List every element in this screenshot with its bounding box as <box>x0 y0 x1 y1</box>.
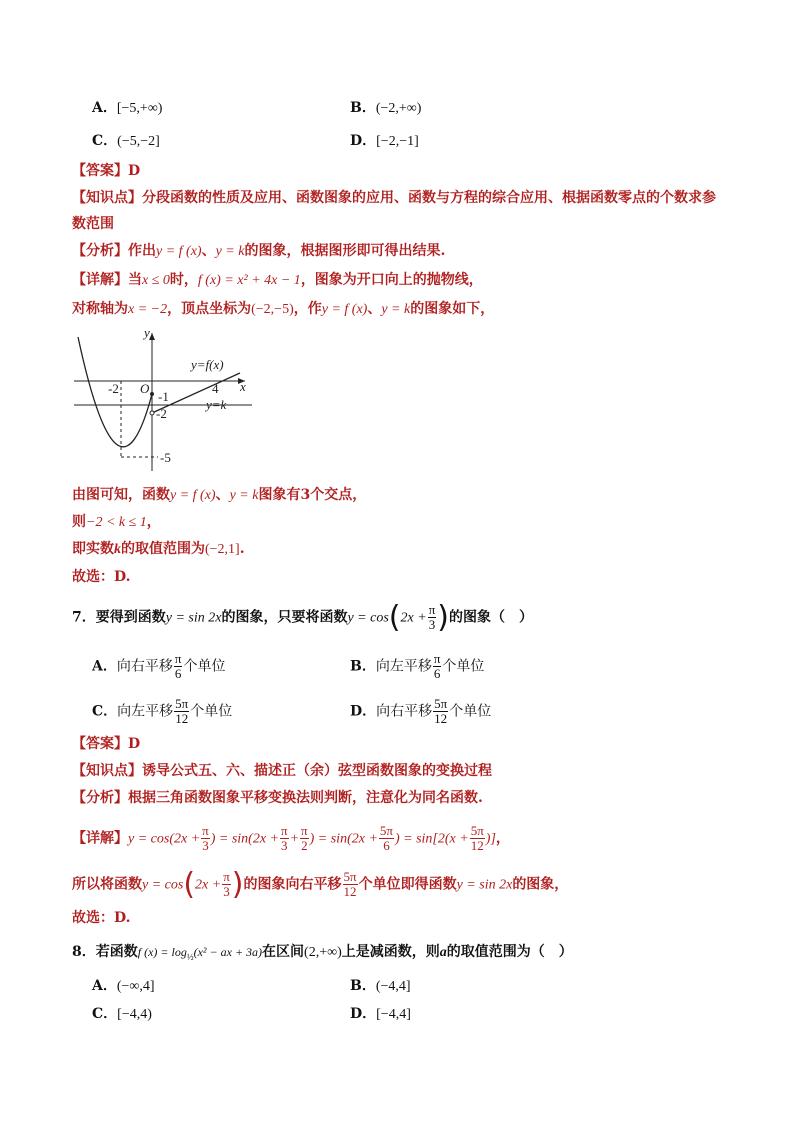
q6-conclusion-2 <box>72 512 161 533</box>
option-text: 向左平移 <box>375 658 432 675</box>
analysis-tag: 【分析】 <box>72 790 128 806</box>
detail-text: 个交点， <box>310 487 367 503</box>
q6-answer <box>72 161 140 181</box>
option-value: [−4,4) <box>117 1007 152 1022</box>
q8-option-a <box>92 976 155 997</box>
math-expr: y = cos(2x + <box>128 831 201 847</box>
count-value: 3 <box>300 487 311 503</box>
option-fraction: $\frac{5\pi}{12}$ <box>434 696 448 726</box>
q6-detail <box>72 270 483 291</box>
math-expr: f (x) = log <box>137 945 187 959</box>
analysis-tag: 【分析】 <box>72 243 128 259</box>
label-k: y=k <box>206 397 227 412</box>
math-expr: y = sin 2x <box>456 877 513 893</box>
math-expr: 2x + <box>400 610 427 626</box>
q7-option-c <box>92 697 232 726</box>
option-label: A． <box>92 658 117 675</box>
log-base: ½ <box>186 951 194 962</box>
math-expr: 2x + <box>195 877 222 893</box>
option-value: (−2,+∞) <box>375 101 422 116</box>
detail-text: ， <box>146 514 161 530</box>
option-value: [−5,+∞) <box>116 101 163 116</box>
paren-open: ( <box>183 866 196 902</box>
knowledge-text: 分段函数的性质及应用、函数图象的应用、函数与方程的综合应用、根据函数零点的个数求参 <box>142 190 716 206</box>
detail-text: 由图可知，函数 <box>72 487 170 503</box>
math-expr: ) = sin[2(x + <box>394 831 469 847</box>
detail-text: 即实数 <box>72 541 114 557</box>
knowledge-tag: 【知识点】 <box>72 763 142 779</box>
option-label: B． <box>350 100 376 116</box>
detail-text: 时， <box>169 272 198 288</box>
option-text: 个单位 <box>190 703 233 720</box>
option-value: [−4,4] <box>376 1007 411 1022</box>
option-text: 向右平移 <box>116 658 173 675</box>
detail-text: 对称轴为 <box>72 301 128 317</box>
q8-option-b <box>350 976 411 997</box>
option-text: 向左平移 <box>117 703 174 720</box>
q6-conclusion-1 <box>72 485 366 506</box>
math-expr: y = cos <box>347 610 389 626</box>
fraction-pi-3: $\frac{\pi}{3}$ <box>281 823 288 853</box>
option-label: C． <box>92 1006 118 1022</box>
option-value: (−4,4] <box>375 979 411 994</box>
stem-text: 的图象，只要将函数 <box>221 609 348 626</box>
q6-option-d <box>350 131 419 152</box>
detail-text: 则 <box>72 514 86 530</box>
math-var: k <box>114 542 121 557</box>
option-label: A． <box>92 100 117 116</box>
analysis-text: 作出 <box>128 243 156 259</box>
stem-text: 若函数 <box>95 944 138 960</box>
stem-text: 要得到函数 <box>95 609 166 626</box>
label-fx: y=f(x) <box>191 357 224 372</box>
y-axis-label: y <box>144 325 150 340</box>
math-expr: y = k <box>215 244 245 259</box>
q8-option-d <box>350 1004 411 1025</box>
tick-y-minus-2: -2 <box>156 406 167 421</box>
stem-text: 在区间 <box>262 944 305 960</box>
q7-conclusion <box>72 866 569 902</box>
q8-stem <box>72 942 573 967</box>
answer-tag: 【答案】 <box>72 736 128 752</box>
q6-choose: 故选：D. <box>72 569 131 585</box>
math-expr: y = f (x) <box>170 488 216 503</box>
q6-analysis <box>72 241 445 262</box>
math-expr: (−2,−5) <box>251 302 294 317</box>
detail-text: . <box>239 541 245 557</box>
q6-conclusion-3 <box>72 539 245 560</box>
detail-text: 所以将函数 <box>72 876 142 893</box>
math-expr: y = f (x) <box>321 302 368 317</box>
math-expr: )] <box>485 831 496 847</box>
q6-axis-vertex <box>72 299 494 320</box>
origin-label: O <box>140 381 150 396</box>
x-axis-label: x <box>240 379 246 394</box>
detail-text: 个单位即得函数 <box>358 876 457 893</box>
detail-tag: 【详解】 <box>72 272 128 288</box>
math-var: a <box>439 945 447 960</box>
detail-text: ，顶点坐标为 <box>167 301 252 317</box>
stem-text: 的图象（ ） <box>448 609 533 626</box>
q7-knowledge <box>72 761 492 781</box>
paren-open: ( <box>388 599 401 635</box>
q7-stem <box>72 599 533 635</box>
q7-option-a <box>92 652 225 681</box>
option-label: C． <box>92 133 118 149</box>
fraction-pi-3: $\frac{\pi}{3}$ <box>202 823 209 853</box>
math-expr: y = k <box>229 488 259 503</box>
option-value: (−∞,4] <box>116 979 155 994</box>
fraction-5pi-6: $\frac{5\pi}{6}$ <box>379 823 393 853</box>
q8-option-c <box>92 1004 152 1025</box>
option-fraction: $\frac{\pi}{6}$ <box>174 651 182 681</box>
knowledge-tag: 【知识点】 <box>72 190 142 206</box>
q7-option-b <box>350 652 484 681</box>
option-label: B． <box>350 658 376 675</box>
q7-analysis <box>72 788 483 808</box>
math-expr: y = k <box>381 302 411 317</box>
fraction-5pi-12: $\frac{5\pi}{12}$ <box>470 823 484 853</box>
knowledge-text: 诱导公式五、六、描述正（余）弦型函数图象的变换过程 <box>142 763 492 779</box>
option-label: D． <box>350 1006 377 1022</box>
detail-text: ，作 <box>293 301 322 317</box>
option-label: B． <box>350 978 376 994</box>
detail-text: 的图象向右平移 <box>243 876 342 893</box>
option-value: [−2,−1] <box>376 134 419 149</box>
stem-text: 上是减函数，则 <box>341 944 440 960</box>
fraction-5pi-12: $\frac{5\pi}{12}$ <box>343 869 357 899</box>
math-expr: f (x) = x² + 4x − 1 <box>197 273 301 288</box>
option-label: D． <box>350 703 377 720</box>
q7-detail <box>72 824 510 853</box>
math-expr: ) = sin(2x + <box>210 831 280 847</box>
q7-answer <box>72 734 140 754</box>
detail-text: 的图象如下， <box>410 301 495 317</box>
math-expr: (2,+∞) <box>304 945 342 960</box>
detail-text: 的取值范围为 <box>121 541 205 557</box>
fraction-pi-2: $\frac{\pi}{2}$ <box>301 823 308 853</box>
math-expr: y = f (x) <box>156 244 202 259</box>
detail-text: 图象有 <box>258 487 301 503</box>
q6-option-a <box>92 98 162 119</box>
paren-close: ) <box>231 866 244 902</box>
detail-text: ，图象为开口向上的抛物线， <box>300 272 483 288</box>
y-axis-arrow <box>149 333 155 340</box>
analysis-text: 根据三角函数图象平移变换法则判断，注意化为同名函数. <box>128 790 483 806</box>
question-number: 7． <box>72 609 96 626</box>
q6-option-b <box>350 98 421 119</box>
math-expr: −2 < k ≤ 1 <box>86 515 147 530</box>
tick-y-minus-5: -5 <box>160 450 171 465</box>
option-label: C． <box>92 703 118 720</box>
stem-text: 的取值范围为（ ） <box>446 944 573 960</box>
question-number: 8． <box>72 944 96 960</box>
detail-tag: 【详解】 <box>72 830 128 847</box>
q7-option-d <box>350 697 491 726</box>
tick-x-minus-2: -2 <box>108 381 119 396</box>
option-text: 个单位 <box>449 703 492 720</box>
fraction-pi-3: $\frac{\pi}{3}$ <box>223 869 230 899</box>
option-fraction: $\frac{\pi}{6}$ <box>433 651 441 681</box>
fraction-pi-3: $\frac{\pi}{3}$ <box>428 602 436 632</box>
detail-text: 的图象， <box>512 876 569 893</box>
analysis-text: 的图象，根据图形即可得出结果. <box>244 243 446 259</box>
paren-close: ) <box>437 599 449 635</box>
option-label: A． <box>92 978 117 994</box>
math-expr: (−2,1] <box>205 542 240 557</box>
math-expr: y = cos <box>142 877 184 893</box>
detail-text: ， <box>495 830 510 847</box>
option-text: 个单位 <box>442 658 485 675</box>
separator: 、 <box>201 243 216 259</box>
option-value: (−5,−2] <box>117 134 160 149</box>
closed-point <box>150 392 154 396</box>
math-expr: + <box>289 831 300 847</box>
option-text: 向右平移 <box>376 703 433 720</box>
q6-option-c <box>92 131 160 152</box>
math-expr: x ≤ 0 <box>142 273 170 288</box>
separator: 、 <box>215 487 230 503</box>
option-fraction: $\frac{5\pi}{12}$ <box>175 696 189 726</box>
answer-value: D <box>128 736 141 752</box>
math-expr: x = −2 <box>128 302 168 317</box>
answer-tag: 【答案】 <box>72 163 128 179</box>
q7-choose: 故选：D. <box>72 910 131 926</box>
option-label: D． <box>350 133 377 149</box>
math-expr: y = sin 2x <box>165 610 222 626</box>
option-text: 个单位 <box>183 658 226 675</box>
detail-text: 当 <box>128 272 142 288</box>
math-expr: ) = sin(2x + <box>309 831 378 847</box>
math-expr: (x² − ax + 3a) <box>193 945 263 959</box>
function-graph <box>70 323 260 473</box>
separator: 、 <box>367 301 382 317</box>
tick-x-4: 4 <box>212 381 219 396</box>
answer-value: D <box>128 163 141 179</box>
q6-knowledge <box>72 188 716 208</box>
open-point <box>150 411 154 415</box>
tick-y-minus-1: -1 <box>158 389 169 404</box>
q6-knowledge-cont: 数范围 <box>72 216 114 232</box>
